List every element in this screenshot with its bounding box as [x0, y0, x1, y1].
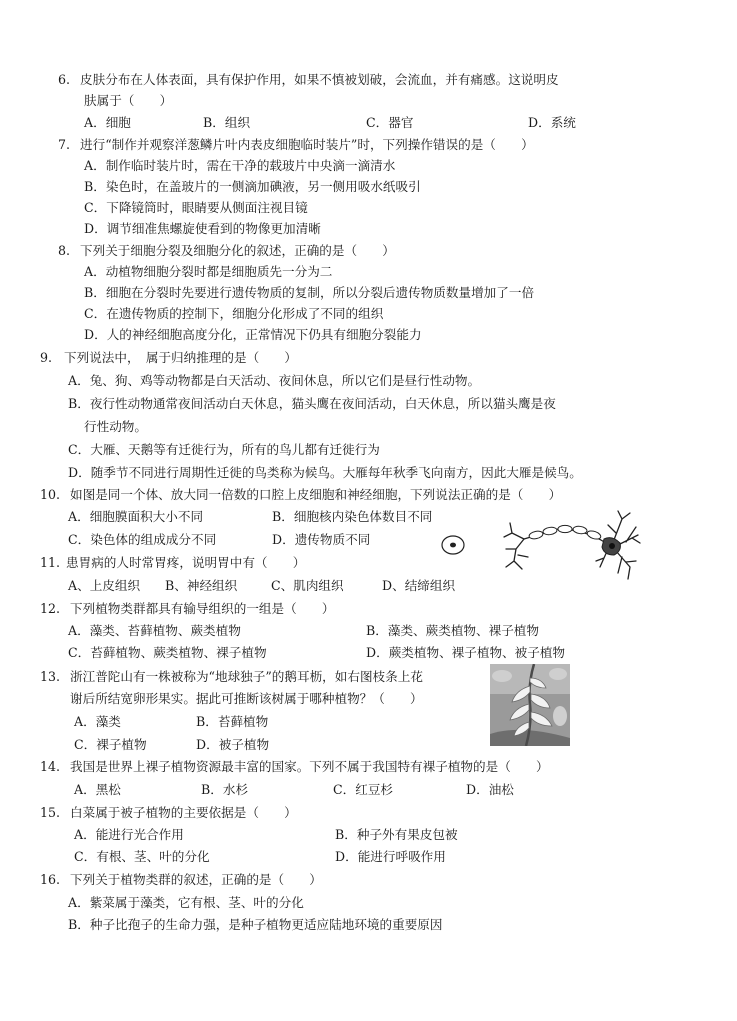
q9-option-d: D．随季节不同进行周期性迁徙的鸟类称为候鸟。大雁每年秋季飞向南方，因此大雁是候鸟。 [68, 465, 582, 480]
q6-stem-line2: 肤属于（ ） [84, 93, 173, 108]
q8-number: 8. [58, 243, 71, 258]
q13-stem-line1: 浙江普陀山有一株被称为“地球独子”的鹅耳枥，如右图枝条上花 [70, 669, 423, 684]
q6-option-c: C．器官 [366, 115, 414, 130]
q7-option-a: A．制作临时装片时，需在干净的载玻片中央滴一滴清水 [84, 158, 396, 173]
q14-number: 14. [40, 759, 61, 774]
q13-option-d: D．被子植物 [196, 737, 270, 752]
q6-option-d: D．系统 [528, 115, 576, 130]
q12-option-a: A．藻类、苔藓植物、蕨类植物 [68, 623, 241, 638]
q16-stem: 下列关于植物类群的叙述，正确的是（ ） [70, 872, 322, 887]
q10-option-a: A．细胞膜面积大小不同 [68, 509, 204, 524]
q11-number: 11. [40, 555, 61, 570]
q14-option-d: D．油松 [466, 782, 514, 797]
q12-option-d: D．蕨类植物、裸子植物、被子植物 [366, 645, 566, 660]
q12-number: 12. [40, 601, 61, 616]
q12-option-c: C．苔藓植物、蕨类植物、裸子植物 [68, 645, 267, 660]
q11-option-b: B、神经组织 [165, 578, 238, 593]
q15-option-d: D．能进行呼吸作用 [335, 849, 446, 864]
q9-option-c: C．大雁、天鹅等有迁徙行为，所有的鸟儿都有迁徙行为 [68, 442, 380, 457]
q16-number: 16. [40, 872, 61, 887]
q13-option-a: A．藻类 [74, 714, 121, 729]
q13-stem-line2: 谢后所结宽卵形果实。据此可推断该树属于哪种植物？（ ） [70, 691, 423, 706]
q7-number: 7. [58, 137, 71, 152]
q16-option-a: A．紫菜属于藻类，它有根、茎、叶的分化 [68, 895, 304, 910]
q13-option-c: C．裸子植物 [74, 737, 147, 752]
q13-number: 13. [40, 669, 61, 684]
q8-stem: 下列关于细胞分裂及细胞分化的叙述，正确的是（ ） [80, 243, 395, 258]
q10-option-c: C．染色体的组成成分不同 [68, 532, 217, 547]
q6-number: 6. [58, 72, 71, 87]
neuron-figure [500, 509, 642, 585]
q15-stem: 白菜属于被子植物的主要依据是（ ） [70, 805, 297, 820]
q7-option-b: B．染色时，在盖玻片的一侧滴加碘液，另一侧用吸水纸吸引 [84, 179, 421, 194]
q10-option-d: D．遗传物质不同 [272, 532, 371, 547]
q15-option-a: A．能进行光合作用 [74, 827, 184, 842]
q11-option-c: C、肌肉组织 [271, 578, 344, 593]
q8-option-a: A．动植物细胞分裂时都是细胞质先一分为二 [84, 264, 333, 279]
q11-option-d: D、结缔组织 [382, 578, 456, 593]
q14-stem: 我国是世界上裸子植物资源最丰富的国家。下列不属于我国特有裸子植物的是（ ） [70, 759, 549, 774]
q13-option-b: B．苔藓植物 [196, 714, 269, 729]
q11-stem: 患胃病的人时常胃疼，说明胃中有（ ） [66, 555, 306, 570]
q14-option-b: B．水杉 [201, 782, 249, 797]
q15-option-c: C．有根、茎、叶的分化 [74, 849, 210, 864]
q6-option-a: A．细胞 [84, 115, 131, 130]
q8-option-b: B．细胞在分裂时先要进行遗传物质的复制，所以分裂后遗传物质数量增加了一倍 [84, 285, 535, 300]
q9-option-a: A．兔、狗、鸡等动物都是白天活动、夜间休息，所以它们是昼行性动物。 [68, 373, 481, 388]
q10-option-b: B．细胞核内染色体数目不同 [272, 509, 433, 524]
hornbeam-fruit-photo [490, 664, 570, 746]
q16-option-b: B．种子比孢子的生命力强，是种子植物更适应陆地环境的重要原因 [68, 917, 443, 932]
q9-option-b: B．夜行性动物通常夜间活动白天休息，猫头鹰在夜间活动，白天休息，所以猫头鹰是夜 [68, 396, 556, 411]
epithelial-cell-figure [440, 534, 466, 556]
q11-option-a: A、上皮组织 [68, 578, 141, 593]
q6-option-b: B．组织 [203, 115, 251, 130]
q15-option-b: B．种子外有果皮包被 [335, 827, 458, 842]
q9-stem: 下列说法中， 属于归纳推理的是（ ） [64, 350, 297, 365]
q14-option-a: A．黑松 [74, 782, 121, 797]
q8-option-c: C．在遗传物质的控制下，细胞分化形成了不同的组织 [84, 306, 384, 321]
q10-stem: 如图是同一个体、放大同一倍数的口腔上皮细胞和神经细胞，下列说法正确的是（ ） [70, 487, 562, 502]
q7-option-d: D．调节细准焦螺旋使看到的物像更加清晰 [84, 221, 321, 236]
q9-option-b-cont: 行性动物。 [84, 419, 147, 434]
q9-number: 9. [40, 350, 53, 365]
q6-stem-line1: 皮肤分布在人体表面，具有保护作用，如果不慎被划破，会流血，并有痛感。这说明皮 [80, 72, 559, 87]
q10-number: 10. [40, 487, 61, 502]
q15-number: 15. [40, 805, 61, 820]
q12-option-b: B．藻类、蕨类植物、裸子植物 [366, 623, 539, 638]
q8-option-d: D．人的神经细胞高度分化，正常情况下仍具有细胞分裂能力 [84, 327, 422, 342]
q7-option-c: C．下降镜筒时，眼睛要从侧面注视目镜 [84, 200, 308, 215]
q12-stem: 下列植物类群都具有输导组织的一组是（ ） [70, 601, 335, 616]
q14-option-c: C．红豆杉 [333, 782, 394, 797]
q7-stem: 进行“制作并观察洋葱鳞片叶内表皮细胞临时装片”时，下列操作错误的是（ ） [80, 137, 534, 152]
